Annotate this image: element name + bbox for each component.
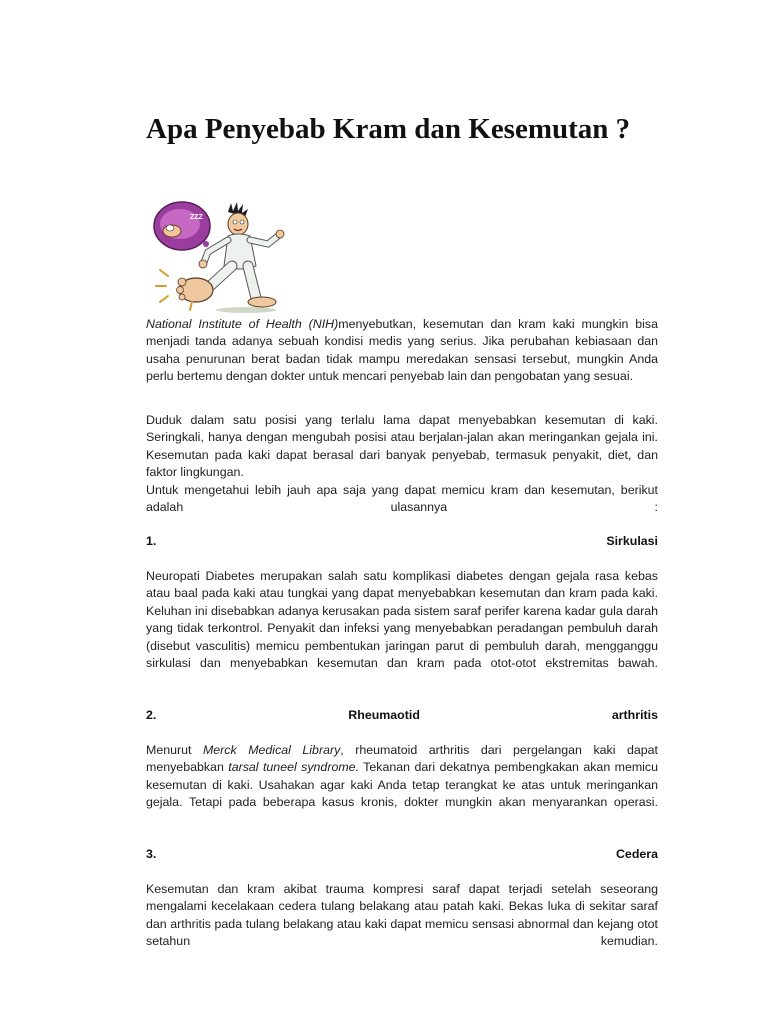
term: tarsal tuneel syndrome.	[228, 760, 359, 775]
source-name: Merck Medical Library	[202, 743, 341, 757]
section-2-header	[146, 708, 658, 722]
section-heading: arthritis	[611, 708, 658, 722]
intro-paragraph	[146, 316, 658, 386]
section-1-header	[146, 534, 658, 548]
paragraph-sitting: Duduk dalam satu posisi yang terlalu lama dapat menyebabkan kesemutan di kaki. Seringkali, hanya dengan mengubah posisi atau berjalan-jalan akan meringankan gejala ini. Kesemutan pada kaki dapat berasal dari banyak penyebab, termasuk penyakit, diet, dan faktor lingkungan.	[146, 413, 658, 480]
text-run: , rheumatoid arthritis dari pergelangan kaki dapat menyebabkan	[146, 743, 659, 775]
section-number: 1.	[146, 534, 157, 548]
cramp-cartoon-illustration	[150, 198, 298, 316]
section-heading: Sirkulasi	[606, 534, 658, 548]
section-number: 3.	[146, 847, 157, 861]
section-heading: Cedera	[615, 847, 658, 861]
section-1-text: Neuropati Diabetes merupakan salah satu komplikasi diabetes dengan gejala rasa kebas atau baal pada kaki atau tungkai yang dapat menyebabkan kesemutan dan kram pada kaki. Keluhan ini disebabkan adanya kerusakan pada sistem saraf perifer karena kadar gula darah yang tidak terkontrol. Penyakit dan infeksi yang menyebabkan peradangan pembuluh darah (disebut vasculitis) memicu pembentukan jaringan parut di pembuluh darah, mengganggu sirkulasi dan menyebabkan kesemutan dan kram pada otot-otot ekstremitas bawah.	[146, 569, 658, 671]
paragraph-list-intro: Untuk mengetahui lebih jauh apa saja yang dapat memicu kram dan kesemutan, berikut adalah ulasannya :	[146, 483, 658, 515]
section-2-text	[146, 742, 658, 812]
source-name: National Institute of Health (NIH)	[146, 317, 339, 331]
svg-text:ZZZ: ZZZ	[190, 214, 203, 221]
section-3-text: Kesemutan dan kram akibat trauma kompresi saraf dapat terjadi setelah seseorang mengalami kecelakaan cedera tulang belakang atau patah kaki. Bekas luka di sekitar saraf dan arthritis pada tulang belakang atau kaki dapat memicu sensasi abnormal dan kejang otot setahun kemudian.	[146, 882, 658, 949]
text-run: Tekanan dari dekatnya pembengkakan akan memicu kesemutan di kaki. Usahakan agar kaki Anda tetap terangkat ke atas untuk meringankan gejala. Tetapi pada beberapa kasus kronis, dokter mungkin akan menyarankan operasi.	[146, 760, 659, 810]
section-number: 2.	[146, 708, 157, 722]
intro-text: menyebutkan, kesemutan dan kram kaki mungkin bisa menjadi tanda adanya sebuah kondisi medis yang serius. Jika perubahan kebiasaan dan usaha penurunan berat badan tidak mampu meredakan sensasi tersebut, mungkin Anda perlu bertemu dengan dokter untuk mencari penyebab lain dan pengobatan yang sesuai.	[146, 317, 659, 384]
section-heading: Rheumaotid	[348, 708, 420, 722]
page-title: Apa Penyebab Kram dan Kesemutan ?	[146, 113, 631, 145]
section-3-header	[146, 847, 658, 861]
text-run: Menurut	[146, 743, 203, 757]
